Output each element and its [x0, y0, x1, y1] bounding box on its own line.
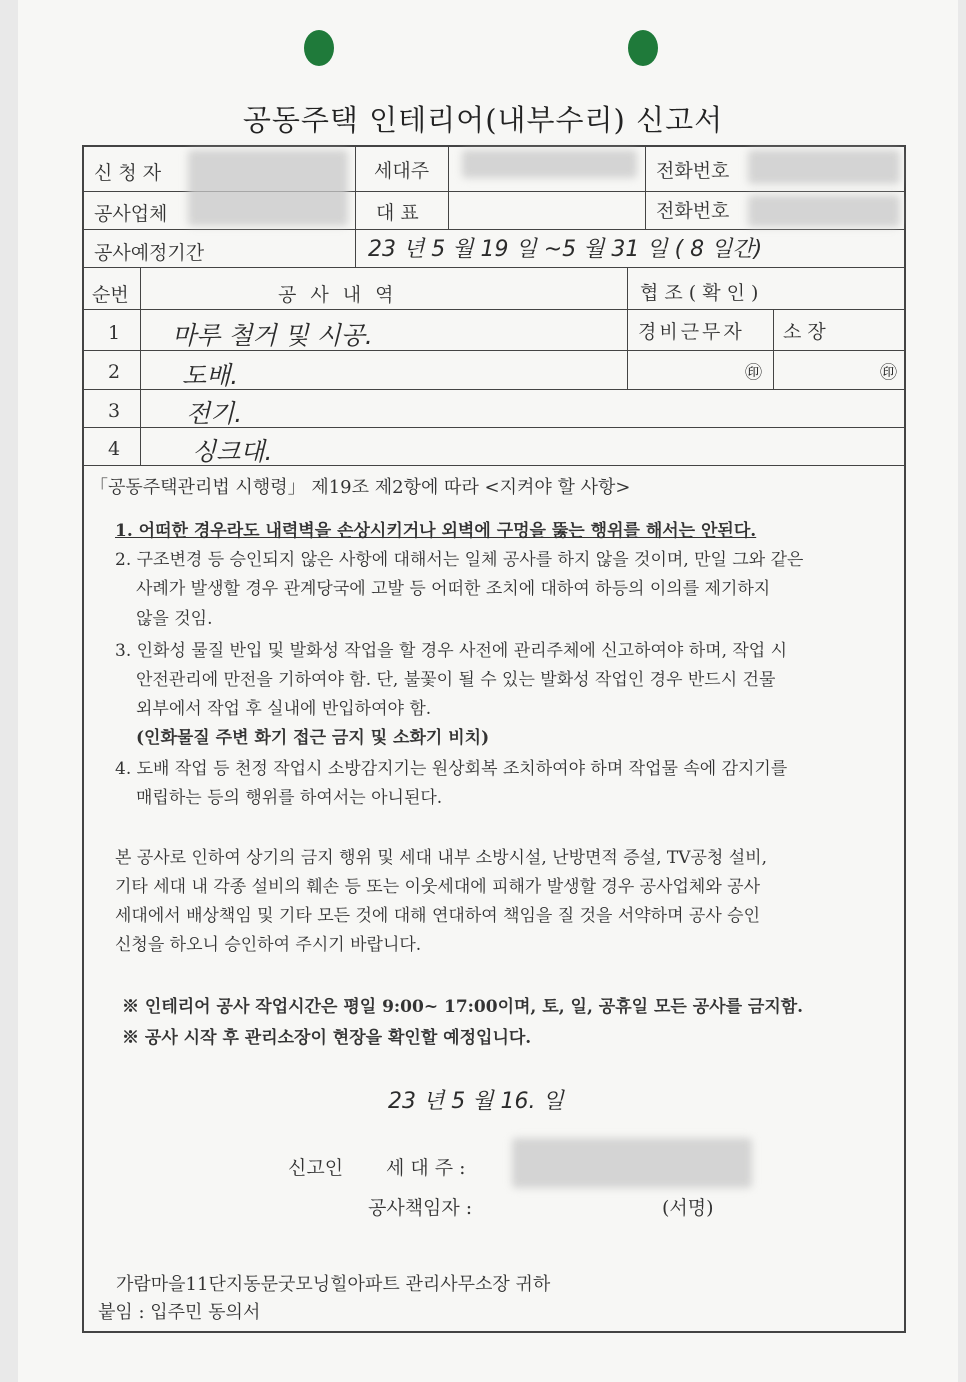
applicant-label: 신 청 자	[94, 162, 162, 184]
form-title: 공동주택 인테리어(내부수리) 신고서	[242, 103, 724, 137]
representative-label: 대 표	[376, 202, 419, 224]
row-no-2: 2	[108, 361, 121, 383]
manager-label: 소 장	[783, 321, 826, 343]
household-sign-label: 세 대 주 :	[386, 1157, 466, 1179]
punch-hole-left	[304, 30, 334, 66]
guard-seal: ㊞	[745, 363, 762, 383]
household-head-redacted	[462, 150, 637, 178]
row-no-1: 1	[108, 322, 121, 344]
rule-2c: 않을 것임.	[136, 609, 213, 629]
pledge-line-3: 세대에서 배상책임 및 기타 모든 것에 대해 연대하여 책임을 질 것을 서약하며 공사 승인	[115, 906, 761, 926]
household-name-redacted	[512, 1138, 752, 1188]
pledge-line-1: 본 공사로 인하여 상기의 금지 행위 및 세대 내부 소방시설, 난방면적 증설, TV공청 설비,	[115, 848, 768, 868]
attachment-note: 붙임 : 입주민 동의서	[98, 1302, 261, 1323]
pledge-line-4: 신청을 하오니 승인하여 주시기 바랍니다.	[115, 935, 422, 955]
report-date: 23 년 5 월 16. 일	[388, 1089, 564, 1114]
row-item-2: 도배.	[182, 361, 239, 390]
rule-3a: 3. 인화성 물질 반입 및 발화성 작업을 할 경우 사전에 관리주체에 신고하여야 하며, 작업 시	[115, 641, 788, 661]
phone-label-1: 전화번호	[656, 160, 730, 182]
phone-label-2: 전화번호	[656, 200, 730, 222]
applicant-redacted	[188, 150, 348, 226]
no-header: 순번	[92, 284, 129, 306]
rule-4a: 4. 도배 작업 등 천정 작업시 소방감지기는 원상회복 조치하여야 하며 작업물 속에 감지기를	[115, 759, 788, 779]
period-label: 공사예정기간	[94, 242, 205, 264]
note-work-hours: ※ 인테리어 공사 작업시간은 평일 9:00~ 17:00이며, 토, 일, 공휴일 모든 공사를 금지함.	[122, 997, 804, 1017]
phone-1-redacted	[748, 150, 900, 184]
rule-4b: 매립하는 등의 행위를 하여서는 아니된다.	[136, 788, 443, 808]
responsible-label: 공사책임자 :	[368, 1197, 473, 1219]
coop-header: 협 조 ( 확 인 )	[640, 282, 759, 304]
row-item-4: 싱크대.	[192, 437, 273, 466]
content-header: 공 사 내 역	[278, 284, 398, 306]
guard-label: 경비근무자	[638, 321, 745, 343]
rule-3b: 안전관리에 만전을 기하여야 함. 단, 불꽃이 될 수 있는 발화성 작업인 경우 반드시 건물	[136, 670, 776, 690]
manager-seal: ㊞	[880, 363, 897, 383]
household-head-label: 세대주	[374, 160, 430, 182]
pledge-line-2: 기타 세대 내 각종 설비의 훼손 등 또는 이웃세대에 피해가 발생할 경우 공사업체와 공사	[115, 877, 761, 897]
reporter-label: 신고인	[288, 1157, 344, 1179]
row-no-3: 3	[108, 400, 121, 422]
row-item-1: 마루 철거 및 시공.	[172, 321, 373, 350]
row-no-4: 4	[108, 438, 121, 460]
rule-2b: 사례가 발생할 경우 관계당국에 고발 등 어떠한 조치에 대하여 하등의 이의를 제기하지	[136, 579, 771, 599]
rule-2a: 2. 구조변경 등 승인되지 않은 사항에 대해서는 일체 공사를 하지 않을 것이며, 만일 그와 같은	[115, 550, 804, 570]
period-value: 23 년 5 월 19 일 ~5 월 31 일 ( 8 일간)	[368, 237, 763, 262]
phone-2-redacted	[748, 195, 900, 227]
row-item-3: 전기.	[186, 399, 243, 428]
note-inspection: ※ 공사 시작 후 관리소장이 현장을 확인할 예정입니다.	[122, 1028, 532, 1048]
addressee: 가람마을11단지동문굿모닝힐아파트 관리사무소장 귀하	[116, 1274, 551, 1295]
punch-hole-right	[628, 30, 658, 66]
rule-1: 1. 어떠한 경우라도 내력벽을 손상시키거나 외벽에 구멍을 뚫는 행위를 해서는 안된다.	[115, 521, 757, 541]
rule-3d: (인화물질 주변 화기 접근 금지 및 소화기 비치)	[136, 728, 490, 748]
contractor-label: 공사업체	[94, 203, 168, 225]
law-reference: 「공동주택관리법 시행령」 제19조 제2항에 따라 <지켜야 할 사항>	[90, 477, 631, 498]
rule-3c: 외부에서 작업 후 실내에 반입하여야 함.	[136, 699, 432, 719]
sign-label: (서명)	[662, 1197, 714, 1219]
